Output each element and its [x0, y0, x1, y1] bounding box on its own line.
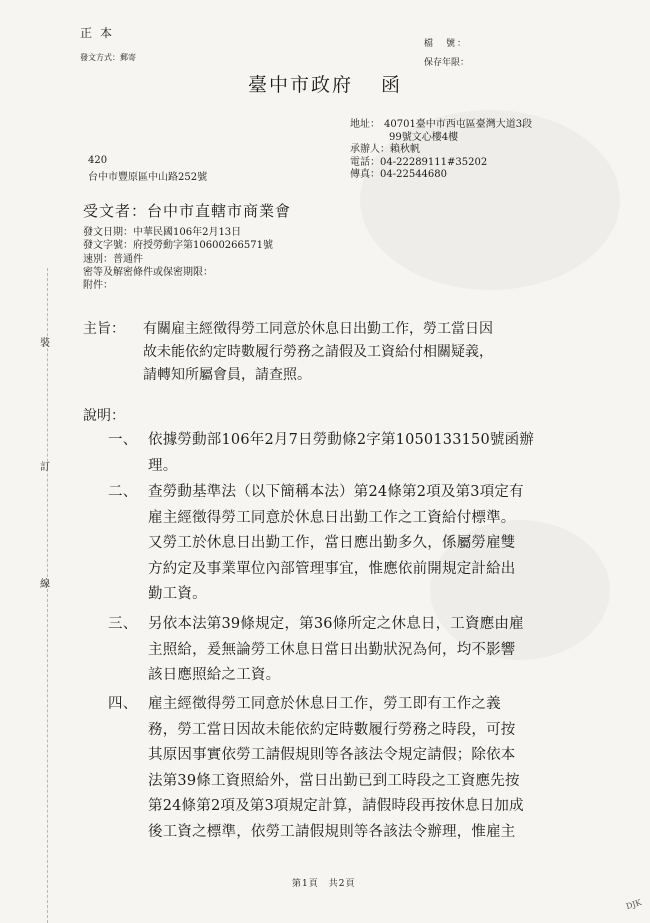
send-method: 發文方式：郵寄 — [80, 53, 136, 62]
sender-info — [350, 119, 532, 182]
item-line: 查勞動基準法（以下簡稱本法）第24條第2項及第3項定有 — [148, 484, 524, 500]
item-line: 雇主經徵得勞工同意於休息日工作，勞工即有工作之義 — [148, 696, 501, 712]
item-line: 雇主經徵得勞工同意於休息日出勤工作之工資給付標準。 — [148, 509, 516, 526]
page-number: 第1頁 共2頁 — [292, 879, 356, 889]
issue-date: 發文日期：中華民國106年2月13日 — [83, 227, 242, 238]
document-meta — [83, 226, 273, 292]
contact-label: 承辦人： — [350, 144, 390, 155]
item-line: 另依本法第39條規定，第36條所定之休息日，工資應由雇 — [148, 616, 524, 632]
recipient-address: 台中市豐原區中山路252號 — [88, 172, 208, 183]
document-number: 發文字號：府授勞動字第10600266571號 — [83, 240, 273, 252]
contact-person: 賴秋帆 — [390, 144, 420, 155]
explanation-item-2 — [108, 480, 618, 608]
sender-address-line2: 99號文心樓4樓 — [389, 131, 459, 143]
item-line: 該日應照給之工資。 — [148, 667, 281, 683]
item-line: 理。 — [148, 457, 178, 474]
address-label: 地址： — [350, 119, 380, 130]
item-number: 四、 — [108, 696, 138, 712]
delivery-speed: 速別：普通件 — [83, 253, 143, 265]
fax-label: 傳真： — [350, 169, 380, 180]
subject-line: 故未能依約定時數履行勞務之請假及工資給付相關疑義， — [143, 344, 493, 360]
item-number: 三、 — [108, 616, 138, 632]
item-number: 一、 — [108, 432, 138, 448]
copy-mark: 正本 — [80, 26, 121, 40]
item-line: 依據勞動部106年2月7日勞動條2字第1050133150號函辦 — [148, 432, 535, 448]
explanation-item-1 — [108, 428, 618, 479]
binding-mark-bottom: 線 — [40, 579, 50, 590]
binding-mark-mid: 訂 — [40, 462, 50, 473]
document-title — [248, 70, 402, 97]
item-line: 其原因事實依勞工請假規則等各該法令規定請假；除依本 — [148, 747, 516, 763]
fax-number: 04-22544680 — [380, 169, 448, 180]
secrecy-level: 密等及解密條件或保密期限： — [83, 266, 213, 278]
subject — [83, 318, 493, 387]
phone-number: 04-22289111#35202 — [380, 156, 488, 168]
issuing-org: 臺中市政府 — [248, 74, 354, 96]
subject-line: 有關雇主經徵得勞工同意於休息日出勤工作，勞工當日因 — [143, 321, 493, 337]
item-line: 務，勞工當日因故未能依約定時數履行勞務之時段，可按 — [148, 721, 516, 738]
binding-mark-top: 裝 — [40, 338, 50, 349]
item-line: 第24條第2項及第3項規定計算，請假時段再按休息日加成 — [148, 798, 524, 814]
item-number: 二、 — [108, 484, 138, 500]
handwritten-note: DJK — [624, 897, 643, 912]
file-number-label: 檔 號： — [424, 39, 469, 49]
explanation-label: 說明： — [83, 408, 125, 424]
document-type: 函 — [381, 74, 403, 96]
retention-label: 保存年限： — [424, 58, 470, 68]
binding-line — [47, 268, 48, 923]
item-line: 主照給，爰無論勞工休息日當日出勤狀況為何，均不影響 — [148, 641, 516, 658]
item-line: 後工資之標準，依勞工請假規則等各該法令辦理，惟雇主 — [148, 823, 516, 840]
attachments: 附件： — [83, 280, 113, 292]
recipient: 受文者：台中市直轄市商業會 — [83, 202, 292, 220]
item-line: 勤工資。 — [148, 586, 207, 602]
explanation-item-3 — [108, 612, 618, 689]
phone-label: 電話： — [350, 156, 380, 168]
item-line: 法第39條工資照給外，當日出勤已到工時段之工資應先按 — [148, 772, 520, 789]
recipient-zip: 420 — [88, 155, 108, 166]
subject-line: 請轉知所屬會員，請查照。 — [143, 367, 311, 383]
sender-address-line1: 40701臺中市西屯區臺灣大道3段 — [384, 119, 533, 130]
item-line: 方約定及事業單位內部管理事宜，惟應依前開規定計給出 — [148, 560, 516, 577]
item-line: 又勞工於休息日出勤工作，當日應出勤多久，係屬勞雇雙 — [148, 535, 516, 551]
explanation-item-4 — [108, 692, 618, 845]
subject-label: 主旨： — [83, 321, 125, 337]
